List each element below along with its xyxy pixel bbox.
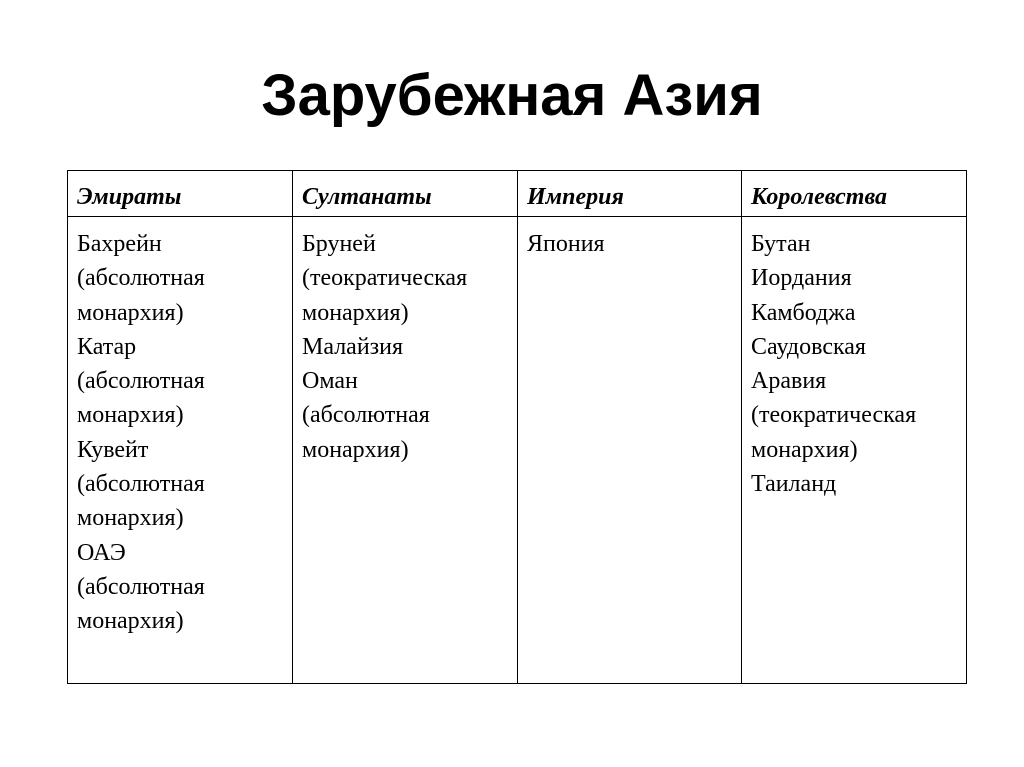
cell-line: Бруней	[302, 231, 376, 257]
cell-line: (абсолютная	[77, 573, 205, 600]
cell-line: Иордания	[751, 265, 852, 292]
cell-line: Бутан	[751, 231, 811, 257]
cell-line: монархия)	[77, 402, 184, 429]
cell-line: Япония	[527, 231, 605, 257]
cell-line: монархия)	[302, 299, 409, 326]
cell-line: Саудовская	[751, 333, 866, 360]
cell-line: ОАЭ	[77, 539, 126, 566]
cell-line: монархия)	[302, 436, 409, 463]
cell-sultanates	[293, 217, 518, 684]
cell-line: (абсолютная	[302, 402, 430, 429]
cell-line: Кувейт	[77, 436, 149, 463]
cell-line: Таиланд	[751, 471, 837, 498]
cell-line: монархия)	[77, 299, 184, 326]
cell-line: монархия)	[751, 436, 858, 463]
cell-line: (абсолютная	[77, 471, 205, 498]
cell-empire	[518, 217, 742, 684]
header-kingdoms: Королевства	[742, 171, 967, 217]
cell-line: (теократическая	[302, 265, 468, 292]
cell-line: Бахрейн	[77, 231, 162, 257]
header-emirates: Эмираты	[68, 171, 293, 217]
cell-line: Катар	[77, 333, 137, 360]
cell-kingdoms	[742, 217, 967, 684]
cell-line: Камбоджа	[751, 299, 856, 326]
cell-line: Оман	[302, 368, 358, 395]
cell-line: монархия)	[77, 608, 184, 635]
cell-line: Аравия	[751, 368, 827, 395]
table-header-row	[68, 171, 967, 217]
monarchy-table	[67, 170, 967, 684]
cell-line: (теократическая	[751, 402, 917, 429]
cell-emirates	[68, 217, 293, 684]
slide-title: Зарубежная Азия	[261, 63, 763, 128]
cell-line: (абсолютная	[77, 265, 205, 292]
header-sultanates: Султанаты	[293, 171, 518, 217]
cell-line: Малайзия	[302, 333, 404, 360]
cell-line: (абсолютная	[77, 368, 205, 395]
header-empire: Империя	[518, 171, 742, 217]
cell-line: монархия)	[77, 505, 184, 532]
table-row	[68, 217, 967, 684]
